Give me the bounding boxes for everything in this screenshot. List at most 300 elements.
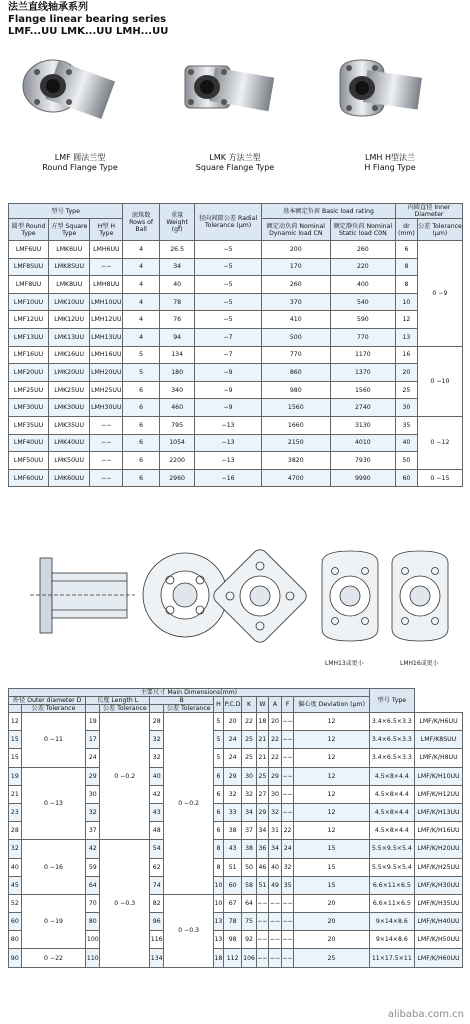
pcd: 67 bbox=[223, 894, 242, 912]
dxh: 4.5×8×4.4 bbox=[369, 822, 414, 840]
caption-en: H Flang Type bbox=[364, 163, 416, 172]
page-header bbox=[8, 2, 168, 38]
weight: 134 bbox=[159, 346, 194, 364]
header-f: F bbox=[281, 697, 294, 713]
h: 5 bbox=[214, 749, 224, 767]
length: 100 bbox=[86, 931, 100, 949]
dxh: 4.5×8×4.4 bbox=[369, 785, 414, 803]
header-main-dimensions: 主要尺寸 Main Dimensions(mm) bbox=[9, 689, 370, 697]
k: 32 bbox=[242, 785, 256, 803]
balls: 5 bbox=[123, 346, 160, 364]
square-model: LMK10UU bbox=[49, 293, 90, 311]
bearing-spec-table bbox=[8, 203, 463, 487]
dxh: 3.4×6.5×3.3 bbox=[369, 731, 414, 749]
dxh: 3.4×6.5×3.3 bbox=[369, 749, 414, 767]
outer-diameter: 60 bbox=[9, 913, 22, 931]
table-row bbox=[9, 416, 463, 434]
square-model: LMK50UU bbox=[49, 452, 90, 470]
deviation: 12 bbox=[294, 803, 369, 821]
h-model: −− bbox=[90, 258, 123, 276]
w: 21 bbox=[256, 749, 269, 767]
dimensions-table-body bbox=[9, 713, 463, 968]
w: 51 bbox=[256, 876, 269, 894]
square-model: LMK60UU bbox=[49, 469, 90, 487]
type: LMF/K/H25UU bbox=[415, 858, 463, 876]
f: −− bbox=[281, 803, 294, 821]
type: LMF/K/H16UU bbox=[415, 822, 463, 840]
radial-tol: −9 bbox=[195, 381, 262, 399]
weight: 2960 bbox=[159, 469, 194, 487]
radial-tol: −13 bbox=[195, 416, 262, 434]
dxh: 4.5×8×4.4 bbox=[369, 803, 414, 821]
pcd: 33 bbox=[223, 803, 242, 821]
h: 8 bbox=[214, 840, 224, 858]
length: 37 bbox=[86, 822, 100, 840]
lmh16-label: LMH16或更小 bbox=[400, 660, 439, 667]
deviation: 12 bbox=[294, 767, 369, 785]
header-en: Flange linear bearing series bbox=[8, 14, 167, 25]
f: 24 bbox=[281, 840, 294, 858]
f: 32 bbox=[281, 858, 294, 876]
w: −− bbox=[256, 949, 269, 967]
w: 34 bbox=[256, 822, 269, 840]
a: 22 bbox=[269, 731, 282, 749]
header-dynamic: 额定动负荷 Nominal Dynamic load CN bbox=[261, 219, 330, 241]
radial-tol: −9 bbox=[195, 364, 262, 382]
weight: 76 bbox=[159, 311, 194, 329]
caption-cn: LMF 圆法兰型 bbox=[54, 153, 106, 162]
a: 30 bbox=[269, 785, 282, 803]
square-model: LMK35UU bbox=[49, 416, 90, 434]
square-flange-caption bbox=[160, 153, 310, 173]
length: 24 bbox=[86, 749, 100, 767]
type: LMF/K8SUU bbox=[415, 731, 463, 749]
round-model: LMF8SUU bbox=[9, 258, 49, 276]
dynamic-load: 260 bbox=[261, 276, 330, 294]
h-model: LMH8UU bbox=[90, 276, 123, 294]
a: 20 bbox=[269, 713, 282, 731]
h: 6 bbox=[214, 767, 224, 785]
pcd: 24 bbox=[223, 749, 242, 767]
round-model: LMF6UU bbox=[9, 241, 49, 259]
outer-diameter: 80 bbox=[9, 931, 22, 949]
balls: 4 bbox=[123, 293, 160, 311]
square-model: LMK25UU bbox=[49, 381, 90, 399]
watermark: alibaba.com.cn bbox=[387, 1009, 464, 1020]
dxh: 5.5×9.5×5.4 bbox=[369, 840, 414, 858]
square-model: LMK8SUU bbox=[49, 258, 90, 276]
deviation: 12 bbox=[294, 749, 369, 767]
radial-tol: −16 bbox=[195, 469, 262, 487]
dr: 50 bbox=[396, 452, 418, 470]
b: 42 bbox=[150, 785, 164, 803]
h: 10 bbox=[214, 876, 224, 894]
h: 6 bbox=[214, 822, 224, 840]
h-model: LMH13UU bbox=[90, 328, 123, 346]
static-load: 590 bbox=[330, 311, 395, 329]
tolerance-group: 0 −12 bbox=[417, 416, 462, 469]
deviation: 15 bbox=[294, 858, 369, 876]
k: 64 bbox=[242, 894, 256, 912]
outer-diameter: 52 bbox=[9, 894, 22, 912]
b: 96 bbox=[150, 913, 164, 931]
a: 34 bbox=[269, 840, 282, 858]
b: 32 bbox=[150, 749, 164, 767]
h-model: LMH20UU bbox=[90, 364, 123, 382]
b: 43 bbox=[150, 803, 164, 821]
header-outer-diameter: 外径 Outer diameter D bbox=[9, 697, 86, 705]
static-load: 9990 bbox=[330, 469, 395, 487]
k: 92 bbox=[242, 931, 256, 949]
outer-diameter: 45 bbox=[9, 876, 22, 894]
k: 30 bbox=[242, 767, 256, 785]
deviation: 25 bbox=[294, 949, 369, 967]
h-model: LMH16UU bbox=[90, 346, 123, 364]
dynamic-load: 1660 bbox=[261, 416, 330, 434]
dynamic-load: 410 bbox=[261, 311, 330, 329]
h-model: LMH12UU bbox=[90, 311, 123, 329]
static-load: 2740 bbox=[330, 399, 395, 417]
balls: 6 bbox=[123, 469, 160, 487]
outer-diameter: 90 bbox=[9, 949, 22, 967]
round-model: LMF12UU bbox=[9, 311, 49, 329]
outer-diameter: 19 bbox=[9, 767, 22, 785]
h-model: LMH10UU bbox=[90, 293, 123, 311]
pcd: 38 bbox=[223, 822, 242, 840]
dr: 6 bbox=[396, 241, 418, 259]
length: 64 bbox=[86, 876, 100, 894]
k: 25 bbox=[242, 749, 256, 767]
type: LMF/K/H30UU bbox=[415, 876, 463, 894]
dxh: 9×14×8.6 bbox=[369, 931, 414, 949]
radial-tol: −5 bbox=[195, 276, 262, 294]
header-b-tolerance: 公差 Tolerance bbox=[164, 705, 214, 713]
f: −− bbox=[281, 949, 294, 967]
f: −− bbox=[281, 713, 294, 731]
deviation: 12 bbox=[294, 731, 369, 749]
w: 27 bbox=[256, 785, 269, 803]
square-flange-bearing-image bbox=[160, 48, 310, 153]
h: 13 bbox=[214, 913, 224, 931]
header-dr: dr (mm) bbox=[396, 219, 418, 241]
header-round: 圆型 Round Type bbox=[9, 219, 49, 241]
outer-diameter: 23 bbox=[9, 803, 22, 821]
k: 50 bbox=[242, 858, 256, 876]
h-model: −− bbox=[90, 452, 123, 470]
square-model: LMK30UU bbox=[49, 399, 90, 417]
weight: 40 bbox=[159, 276, 194, 294]
table-row bbox=[9, 399, 463, 417]
d-tolerance: 0 −22 bbox=[21, 949, 85, 967]
static-load: 3130 bbox=[330, 416, 395, 434]
d-tolerance: 0 −19 bbox=[21, 894, 85, 949]
spec-table-body bbox=[9, 241, 463, 487]
round-model: LMF25UU bbox=[9, 381, 49, 399]
dynamic-load: 1560 bbox=[261, 399, 330, 417]
f: 22 bbox=[281, 822, 294, 840]
deviation: 15 bbox=[294, 876, 369, 894]
type: LMF/K/H40UU bbox=[415, 913, 463, 931]
table-row bbox=[9, 713, 463, 731]
round-model: LMF35UU bbox=[9, 416, 49, 434]
table-row bbox=[9, 949, 463, 967]
balls: 6 bbox=[123, 452, 160, 470]
weight: 34 bbox=[159, 258, 194, 276]
h: 10 bbox=[214, 894, 224, 912]
b: 134 bbox=[150, 949, 164, 967]
round-model: LMF40UU bbox=[9, 434, 49, 452]
pcd: 98 bbox=[223, 931, 242, 949]
dr: 30 bbox=[396, 399, 418, 417]
l-tolerance: 0 −0.2 bbox=[100, 713, 150, 840]
header-balls: 滚珠数 Rows of Ball bbox=[123, 204, 160, 241]
dynamic-load: 860 bbox=[261, 364, 330, 382]
round-model: LMF10UU bbox=[9, 293, 49, 311]
f: −− bbox=[281, 785, 294, 803]
weight: 78 bbox=[159, 293, 194, 311]
balls: 6 bbox=[123, 434, 160, 452]
dr: 40 bbox=[396, 434, 418, 452]
square-model: LMK6UU bbox=[49, 241, 90, 259]
static-load: 1560 bbox=[330, 381, 395, 399]
h-model: −− bbox=[90, 434, 123, 452]
type: LMF/K/H50UU bbox=[415, 931, 463, 949]
round-model: LMF16UU bbox=[9, 346, 49, 364]
caption-cn: LMK 方法兰型 bbox=[209, 153, 261, 162]
dr: 16 bbox=[396, 346, 418, 364]
f: −− bbox=[281, 894, 294, 912]
k: 106 bbox=[242, 949, 256, 967]
dr: 8 bbox=[396, 276, 418, 294]
weight: 26.5 bbox=[159, 241, 194, 259]
static-load: 4010 bbox=[330, 434, 395, 452]
b: 32 bbox=[150, 731, 164, 749]
weight: 460 bbox=[159, 399, 194, 417]
dynamic-load: 4700 bbox=[261, 469, 330, 487]
dxh: 11×17.5×11 bbox=[369, 949, 414, 967]
f: −− bbox=[281, 749, 294, 767]
length: 19 bbox=[86, 713, 100, 731]
table-row bbox=[9, 346, 463, 364]
dr: 13 bbox=[396, 328, 418, 346]
length: 42 bbox=[86, 840, 100, 858]
h: 6 bbox=[214, 785, 224, 803]
tolerance-group: 0 −10 bbox=[417, 346, 462, 416]
length: 70 bbox=[86, 894, 100, 912]
header-static: 额定静负荷 Nominal Static load C0N bbox=[330, 219, 395, 241]
header-deviation: 偏心度 Deviation (μm) bbox=[294, 697, 369, 713]
b: 116 bbox=[150, 931, 164, 949]
dynamic-load: 2150 bbox=[261, 434, 330, 452]
h: 5 bbox=[214, 731, 224, 749]
w: 18 bbox=[256, 713, 269, 731]
header-a: A bbox=[269, 697, 282, 713]
tolerance-group: 0 −15 bbox=[417, 469, 462, 487]
caption-cn: LMH H型法兰 bbox=[365, 153, 415, 162]
header-square: 方型 Square Type bbox=[49, 219, 90, 241]
h-model: −− bbox=[90, 416, 123, 434]
b: 28 bbox=[150, 713, 164, 731]
h: 18 bbox=[214, 949, 224, 967]
round-flange-bearing-image bbox=[5, 48, 155, 153]
round-model: LMF60UU bbox=[9, 469, 49, 487]
static-load: 260 bbox=[330, 241, 395, 259]
type: LMF/K/H20UU bbox=[415, 840, 463, 858]
static-load: 400 bbox=[330, 276, 395, 294]
table-row bbox=[9, 364, 463, 382]
round-model: LMF8UU bbox=[9, 276, 49, 294]
length: 30 bbox=[86, 785, 100, 803]
type: LMF/K/H10UU bbox=[415, 767, 463, 785]
table-row bbox=[9, 381, 463, 399]
lmh13-label: LMH13或更小 bbox=[325, 660, 364, 667]
header-inner: 内圆直径 Inner Diameter bbox=[396, 204, 463, 219]
round-model: LMF20UU bbox=[9, 364, 49, 382]
outer-diameter: 15 bbox=[9, 749, 22, 767]
dxh: 4.5×8×4.4 bbox=[369, 767, 414, 785]
technical-drawings bbox=[10, 533, 460, 673]
balls: 4 bbox=[123, 311, 160, 329]
round-model: LMF30UU bbox=[9, 399, 49, 417]
pcd: 60 bbox=[223, 876, 242, 894]
dynamic-load: 3820 bbox=[261, 452, 330, 470]
w: −− bbox=[256, 894, 269, 912]
dynamic-load: 500 bbox=[261, 328, 330, 346]
round-model: LMF13UU bbox=[9, 328, 49, 346]
dxh: 6.6×11×6.5 bbox=[369, 876, 414, 894]
balls: 4 bbox=[123, 241, 160, 259]
dr: 60 bbox=[396, 469, 418, 487]
dynamic-load: 980 bbox=[261, 381, 330, 399]
dynamic-load: 170 bbox=[261, 258, 330, 276]
table-row bbox=[9, 328, 463, 346]
pcd: 32 bbox=[223, 785, 242, 803]
d-tolerance: 0 −11 bbox=[21, 713, 85, 768]
table-row bbox=[9, 767, 463, 785]
l-tolerance: 0 −0.3 bbox=[100, 840, 150, 967]
b: 40 bbox=[150, 767, 164, 785]
dr: 20 bbox=[396, 364, 418, 382]
static-load: 220 bbox=[330, 258, 395, 276]
type: LMF/K/H60UU bbox=[415, 949, 463, 967]
weight: 795 bbox=[159, 416, 194, 434]
radial-tol: −13 bbox=[195, 434, 262, 452]
header-type: 型号 Type bbox=[369, 689, 414, 713]
header-radial: 径向间隙公差 Radial Tolerance (μm) bbox=[195, 204, 262, 241]
length: 59 bbox=[86, 858, 100, 876]
weight: 340 bbox=[159, 381, 194, 399]
table-row bbox=[9, 469, 463, 487]
a: 22 bbox=[269, 749, 282, 767]
length: 17 bbox=[86, 731, 100, 749]
balls: 6 bbox=[123, 399, 160, 417]
w: 25 bbox=[256, 767, 269, 785]
table-row bbox=[9, 894, 463, 912]
static-load: 7930 bbox=[330, 452, 395, 470]
header-pcd: P.C.D bbox=[223, 697, 242, 713]
w: 46 bbox=[256, 858, 269, 876]
f: −− bbox=[281, 913, 294, 931]
a: 31 bbox=[269, 822, 282, 840]
deviation: 12 bbox=[294, 822, 369, 840]
header-h: H bbox=[214, 697, 224, 713]
balls: 4 bbox=[123, 258, 160, 276]
weight: 2200 bbox=[159, 452, 194, 470]
balls: 5 bbox=[123, 364, 160, 382]
static-load: 540 bbox=[330, 293, 395, 311]
f: 35 bbox=[281, 876, 294, 894]
h: 13 bbox=[214, 931, 224, 949]
dr: 10 bbox=[396, 293, 418, 311]
dynamic-load: 200 bbox=[261, 241, 330, 259]
f: −− bbox=[281, 931, 294, 949]
deviation: 12 bbox=[294, 713, 369, 731]
table-row bbox=[9, 311, 463, 329]
outer-diameter: 21 bbox=[9, 785, 22, 803]
tolerance-group: 0 −9 bbox=[417, 241, 462, 347]
outer-diameter: 15 bbox=[9, 731, 22, 749]
k: 25 bbox=[242, 731, 256, 749]
b: 62 bbox=[150, 858, 164, 876]
table-row bbox=[9, 276, 463, 294]
table-row bbox=[9, 434, 463, 452]
header-tolerance: 公差 Tolerance (μm) bbox=[417, 219, 462, 241]
header-k: K bbox=[242, 697, 256, 713]
outer-diameter: 12 bbox=[9, 713, 22, 731]
type: LMF/K/H6UU bbox=[415, 713, 463, 731]
a: −− bbox=[269, 894, 282, 912]
pcd: 51 bbox=[223, 858, 242, 876]
a: −− bbox=[269, 949, 282, 967]
outer-diameter: 28 bbox=[9, 822, 22, 840]
header-length: 长度 Length L bbox=[86, 697, 150, 705]
b: 54 bbox=[150, 840, 164, 858]
w: 36 bbox=[256, 840, 269, 858]
a: −− bbox=[269, 931, 282, 949]
w: 29 bbox=[256, 803, 269, 821]
square-model: LMK8UU bbox=[49, 276, 90, 294]
deviation: 20 bbox=[294, 931, 369, 949]
radial-tol: −5 bbox=[195, 293, 262, 311]
deviation: 12 bbox=[294, 785, 369, 803]
header-d-tolerance: 公差 Tolerance bbox=[21, 705, 85, 713]
w: 21 bbox=[256, 731, 269, 749]
w: −− bbox=[256, 913, 269, 931]
header-models: LMF...UU LMK...UU LMH...UU bbox=[8, 26, 169, 37]
table-row bbox=[9, 258, 463, 276]
type: LMF/K/H8UU bbox=[415, 749, 463, 767]
h-model: LMH6UU bbox=[90, 241, 123, 259]
table-row bbox=[9, 840, 463, 858]
dynamic-load: 770 bbox=[261, 346, 330, 364]
a: 40 bbox=[269, 858, 282, 876]
square-model: LMK20UU bbox=[49, 364, 90, 382]
header-l-tolerance: 公差 Tolerance bbox=[100, 705, 150, 713]
length: 110 bbox=[86, 949, 100, 967]
deviation: 20 bbox=[294, 913, 369, 931]
pcd: 43 bbox=[223, 840, 242, 858]
caption-en: Round Flange Type bbox=[42, 163, 118, 172]
pcd: 24 bbox=[223, 731, 242, 749]
deviation: 15 bbox=[294, 840, 369, 858]
header-b: B bbox=[150, 697, 214, 705]
header-cn: 法兰直线轴承系列 bbox=[8, 2, 88, 13]
pcd: 29 bbox=[223, 767, 242, 785]
header-htype: H型 H Type bbox=[90, 219, 123, 241]
pcd: 112 bbox=[223, 949, 242, 967]
balls: 4 bbox=[123, 276, 160, 294]
square-model: LMK13UU bbox=[49, 328, 90, 346]
